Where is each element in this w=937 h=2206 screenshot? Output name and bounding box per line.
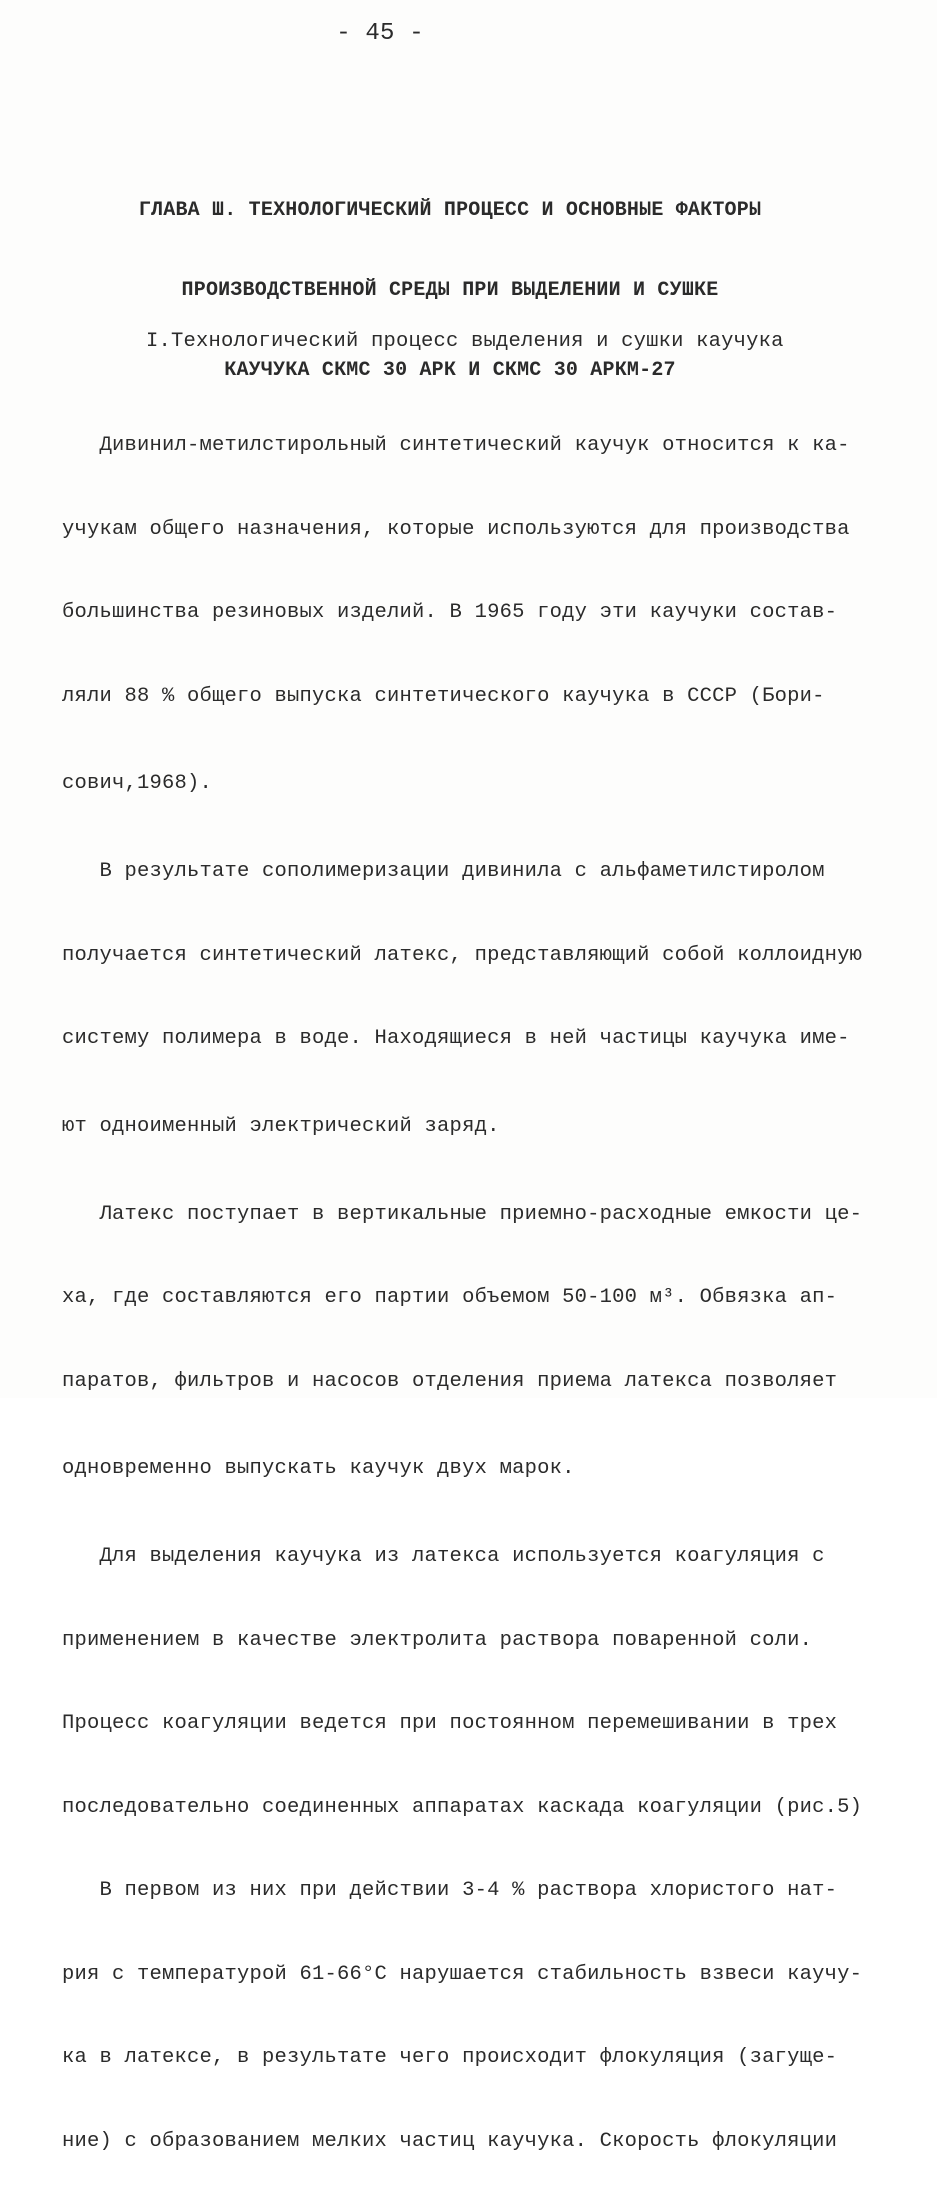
- body-line: учукам общего назначения, которые используются для производства: [62, 517, 850, 541]
- body-line: сович,1968).: [62, 772, 213, 795]
- body-line: Процесс коагуляции ведется при постоянном перемешивании в трех: [62, 1712, 838, 1735]
- chapter-title-line: ГЛАВА Ш. ТЕХНОЛОГИЧЕСКИЙ ПРОЦЕСС И ОСНОВНЫЕ ФАКТОРЫ: [138, 199, 762, 222]
- body-line: ха, где составляются его партии объемом 50-100 м³. Обвязка ап-: [62, 1286, 838, 1309]
- body-line: В первом из них при действии 3-4 % раствора хлористого нат-: [62, 1879, 838, 1902]
- body-line: рия с температурой 61-66°С нарушается стабильность взвеси каучу-: [62, 1962, 863, 1986]
- section-heading: I.Технологический процесс выделения и сушки каучука: [146, 330, 784, 353]
- body-line: ют одноименный электрический заряд.: [62, 1114, 500, 1138]
- body-line: В результате сополимеризации дивинила с альфаметилстиролом: [62, 860, 825, 883]
- chapter-title-line: КАУЧУКА СКМС 30 АРК И СКМС 30 АРКМ-27: [224, 359, 676, 382]
- page-number: - 45 -: [336, 20, 424, 47]
- body-line: Дивинил-метилстирольный синтетический каучук относится к ка-: [62, 434, 850, 457]
- body-line: последовательно соединенных аппаратах каскада коагуляции (рис.5): [62, 1795, 863, 1819]
- body-line: Латекс поступает в вертикальные приемно-расходные емкости це-: [62, 1202, 863, 1226]
- body-line: большинства резиновых изделий. В 1965 году эти каучуки состав-: [62, 601, 838, 624]
- body-line: Для выделения каучука из латекса используется коагуляция с: [62, 1545, 825, 1568]
- chapter-title-line: ПРОИЗВОДСТВЕННОЙ СРЕДЫ ПРИ ВЫДЕЛЕНИИ И СУШКЕ: [181, 279, 719, 302]
- body-line: одновременно выпускать каучук двух марок.: [62, 1457, 575, 1480]
- body-line: систему полимера в воде. Находящиеся в ней частицы каучука име-: [62, 1027, 850, 1050]
- body-line: применением в качестве электролита раствора поваренной соли.: [62, 1628, 813, 1652]
- body-line: ляли 88 % общего выпуска синтетического каучука в СССР (Бори-: [62, 684, 825, 708]
- body-line: получается синтетический латекс, представляющий собой коллоидную: [62, 943, 863, 967]
- body-text: [62, 381, 892, 2206]
- body-line: паратов, фильтров и насосов отделения приема латекса позволяет: [62, 1369, 838, 1393]
- body-line: ние) с образованием мелких частиц каучука. Скорость флокуляции: [62, 2129, 838, 2153]
- body-line: ка в латексе, в результате чего происходит флокуляция (загуще-: [62, 2046, 838, 2069]
